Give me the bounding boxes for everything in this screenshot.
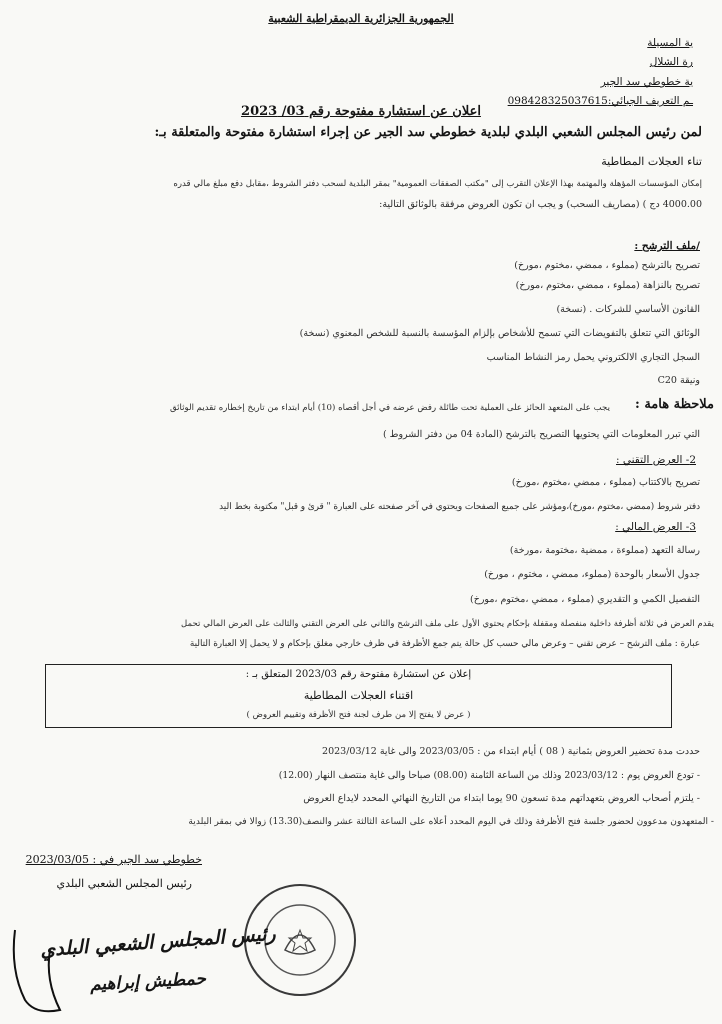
- section1-heading: /ملف الترشح :: [634, 240, 700, 252]
- section2-heading: 2- العرض التقني :: [616, 454, 696, 466]
- note-label: ملاحظة هامة :: [635, 397, 714, 412]
- republic-heading: الجمهورية الجزائرية الديمقراطية الشعبية: [268, 12, 454, 25]
- dates-line-3: - يلتزم أصحاب العروض بتعهداتهم مدة تسعون 90 يوما ابتداء من التاريخ النهائي المحدد لايداع العروض: [303, 793, 700, 804]
- announcement-title: اعلان عن استشارة مفتوحة رقم 03/ 2023: [241, 104, 481, 119]
- tax-id-line: ـم التعريف الجبائي:098428325037615: [507, 95, 693, 107]
- intro-line-3: إمكان المؤسسات المؤهلة والمهتمة بهذا الإعلان التقرب إلى "مكتب الصفقات العمومية" بمقر البلدية لسحب دفتر الشروط ،مقابل دفع مبلغ مالي قدره: [173, 179, 702, 189]
- box-line-1: إعلان عن استشارة مفتوحة رقم 2023/03 المتعلق بـ :: [245, 669, 472, 680]
- section3-item: رسالة التعهد (مملوءة ، ممضية ،مختومة ،مورخة): [509, 545, 700, 556]
- envelope-label-box: [45, 664, 672, 728]
- signature-place-date: خطوطي سد الجير في : 2023/03/05: [25, 853, 202, 866]
- section1-item: السجل التجاري الالكتروني يحمل رمز النشاط المناسب: [486, 352, 700, 363]
- section1-item: الوثائق التي تتعلق بالتفويضات التي تسمح للأشخاص بإلزام المؤسسة بالنسبة للشخص المعنوي (نسخة): [299, 328, 700, 339]
- section1-item: تصريح بالنزاهة (مملوء ، ممضي ،مختوم ،مورخ): [515, 280, 700, 291]
- section1-item: القانون الأساسي للشركات . (نسخة): [556, 304, 700, 315]
- section2-item: تصريح بالاكتتاب (مملوء ، ممضي ،مختوم ،مورخ): [511, 477, 700, 488]
- section2-item: دفتر شروط (ممضي ،مختوم ،مورخ)،ومؤشر على جميع الصفحات ويحتوي في آخر صفحته على العبارة " قرئ و قبل" مكتوبة بخط اليد: [219, 502, 700, 512]
- section3-heading: 3- العرض المالي :: [615, 521, 696, 533]
- signature-scribble: [5, 910, 75, 1020]
- note-text-1: يجب على المتعهد الحائز على العملية تحت طائلة رفض عرضه في أجل أقصاه (10) أيام ابتداء من تاريخ إخطاره تقديم الوثائق: [169, 403, 610, 413]
- wilaya-line: ية المسيلة: [647, 37, 693, 49]
- intro-line-2: تناء العجلات المطاطية: [601, 155, 702, 168]
- intro-line-4: 4000.00 دج ) (مصاريف السحب) و يجب ان تكون العروض مرفقة بالوثائق التالية:: [379, 199, 702, 210]
- box-line-2: اقتناء العجلات المطاطية: [303, 689, 414, 702]
- handwritten-signature-title: رئيس المجلس الشعبي البلدي: [39, 922, 277, 962]
- envelope-text-2: عبارة : ملف الترشح – عرض تقني – وعرض مالي حسب كل حالة يتم جمع الأظرفة في ظرف خارجي مغلق بإحكام و لا يحمل إلا العبارة التالية: [189, 639, 700, 649]
- intro-line-1: لمن رئيس المجلس الشعبي البلدي لبلدية خطوطي سد الجير عن إجراء استشارة مفتوحة والمتعلقة بـ:: [154, 125, 702, 140]
- section3-item: التفصيل الكمي و التقديري (مملوء ، ممضي ،مختوم ،مورخ): [470, 594, 700, 605]
- commune-line: ية خطوطي سد الجير: [600, 76, 693, 88]
- box-line-3: ( عرض لا يفتح إلا من طرف لجنة فتح الأظرفة وتقييم العروض ): [246, 710, 471, 720]
- dates-line-1: حددت مدة تحضير العروض بثمانية ( 08 ) أيام ابتداء من : 2023/03/05 والى غاية 2023/03/12: [322, 746, 700, 757]
- daira-line: رة الشلال: [649, 56, 693, 68]
- signature-role: رئيس المجلس الشعبي البلدي: [56, 877, 192, 890]
- note-text-2: التي تبرر المعلومات التي يحتويها التصريح بالترشح (المادة 04 من دفتر الشروط ): [382, 429, 700, 440]
- signature-stroke: [14, 930, 60, 1011]
- stamp-star: [289, 930, 311, 951]
- section1-item: تصريح بالترشح (مملوء ، ممضي ،مختوم ،مورخ): [514, 260, 700, 271]
- section3-item: جدول الأسعار بالوحدة (مملوء، ممضي ، مختوم ، مورخ): [484, 569, 700, 580]
- handwritten-signature-name: حمطيش إبراهيم: [89, 968, 207, 996]
- envelope-text-1: يقدم العرض في ثلاثة أظرفة داخلية منفصلة ومقفلة بإحكام يحتوي الأول على ملف الترشح والثاني على العرض التقني والثالث على العرض المالي تحمل: [181, 619, 714, 629]
- section1-item: ونيقة C20: [657, 375, 700, 386]
- dates-line-2: - تودع العروض يوم : 2023/03/12 وذلك من الساعة الثامنة (08.00) صباحا والى غاية منتصف النهار (12.00): [278, 770, 700, 781]
- dates-line-4: - المتعهدون مدعوون لحضور جلسة فتح الأظرفة وذلك في اليوم المحدد أعلاه على الساعة الثالثة عشر والنصف(13.30) زوالا في بمقر البلدية: [188, 817, 714, 827]
